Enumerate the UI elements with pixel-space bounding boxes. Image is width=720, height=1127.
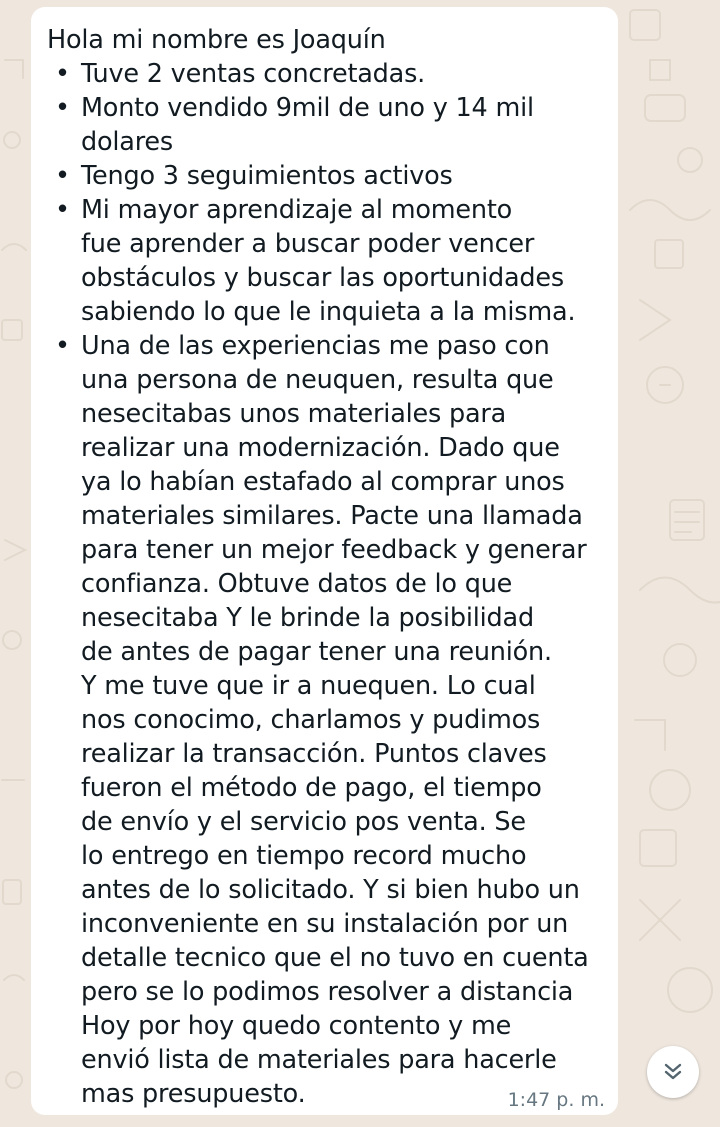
message-line: materiales similares. Pacte una llamada xyxy=(81,501,583,531)
message-timestamp: 1:47 p. m. xyxy=(507,1089,605,1111)
list-item xyxy=(47,329,604,1111)
list-item xyxy=(47,193,604,329)
bullet-glyph: • xyxy=(55,59,71,89)
message-line: Y me tuve que ir a nuequen. Lo cual xyxy=(81,671,536,701)
message-line: envió lista de materiales para hacerle xyxy=(81,1045,557,1075)
bullet-glyph: • xyxy=(55,93,71,123)
message-line: dolares xyxy=(81,127,173,157)
message-line: de envío y el servicio pos venta. Se xyxy=(81,807,526,837)
message-line: de antes de pagar tener una reunión. xyxy=(81,637,552,667)
message-line: nesecitabas unos materiales para xyxy=(81,399,507,429)
message-line: pero se lo podimos resolver a distancia xyxy=(81,977,574,1007)
message-line: detalle tecnico que el no tuvo en cuenta xyxy=(81,943,589,973)
message-line: nesecitaba Y le brinde la posibilidad xyxy=(81,603,534,633)
bullet-glyph: • xyxy=(55,331,71,361)
message-line: realizar una modernización. Dado que xyxy=(81,433,560,463)
message-line: obstáculos y buscar las oportunidades xyxy=(81,263,564,293)
message-line: mas presupuesto. xyxy=(81,1079,306,1109)
message-line: fue aprender a buscar poder vencer xyxy=(81,229,535,259)
list-item xyxy=(47,159,604,193)
message-line: Monto vendido 9mil de uno y 14 mil xyxy=(81,93,534,123)
message-line: Hoy por hoy quedo contento y me xyxy=(81,1011,512,1041)
message-line: una persona de neuquen, resulta que xyxy=(81,365,554,395)
message-line: nos conocimo, charlamos y pudimos xyxy=(81,705,541,735)
list-item xyxy=(47,91,604,159)
message-line: realizar la transacción. Puntos claves xyxy=(81,739,547,769)
message-line: para tener un mejor feedback y generar xyxy=(81,535,587,565)
scroll-to-bottom-button[interactable] xyxy=(647,1046,699,1098)
message-line: Tuve 2 ventas concretadas. xyxy=(81,59,426,89)
bullet-glyph: • xyxy=(55,195,71,225)
message-line: sabiendo lo que le inquieta a la misma. xyxy=(81,297,576,327)
message-line: Una de las experiencias me paso con xyxy=(81,331,550,361)
message-bullet-list xyxy=(47,57,604,1111)
message-bubble[interactable] xyxy=(31,7,618,1115)
message-line: Tengo 3 seguimientos activos xyxy=(81,161,453,191)
message-line: fueron el método de pago, el tiempo xyxy=(81,773,542,803)
message-greeting: Hola mi nombre es Joaquín xyxy=(47,25,386,55)
double-chevron-down-icon xyxy=(661,1060,685,1084)
message-line: ya lo habían estafado al comprar unos xyxy=(81,467,565,497)
bullet-glyph: • xyxy=(55,161,71,191)
message-line: antes de lo solicitado. Y si bien hubo un xyxy=(81,875,580,905)
message-line: Mi mayor aprendizaje al momento xyxy=(81,195,513,225)
message-line: confianza. Obtuve datos de lo que xyxy=(81,569,513,599)
message-line: inconveniente en su instalación por un xyxy=(81,909,569,939)
message-line: lo entrego en tiempo record mucho xyxy=(81,841,527,871)
list-item xyxy=(47,57,604,91)
